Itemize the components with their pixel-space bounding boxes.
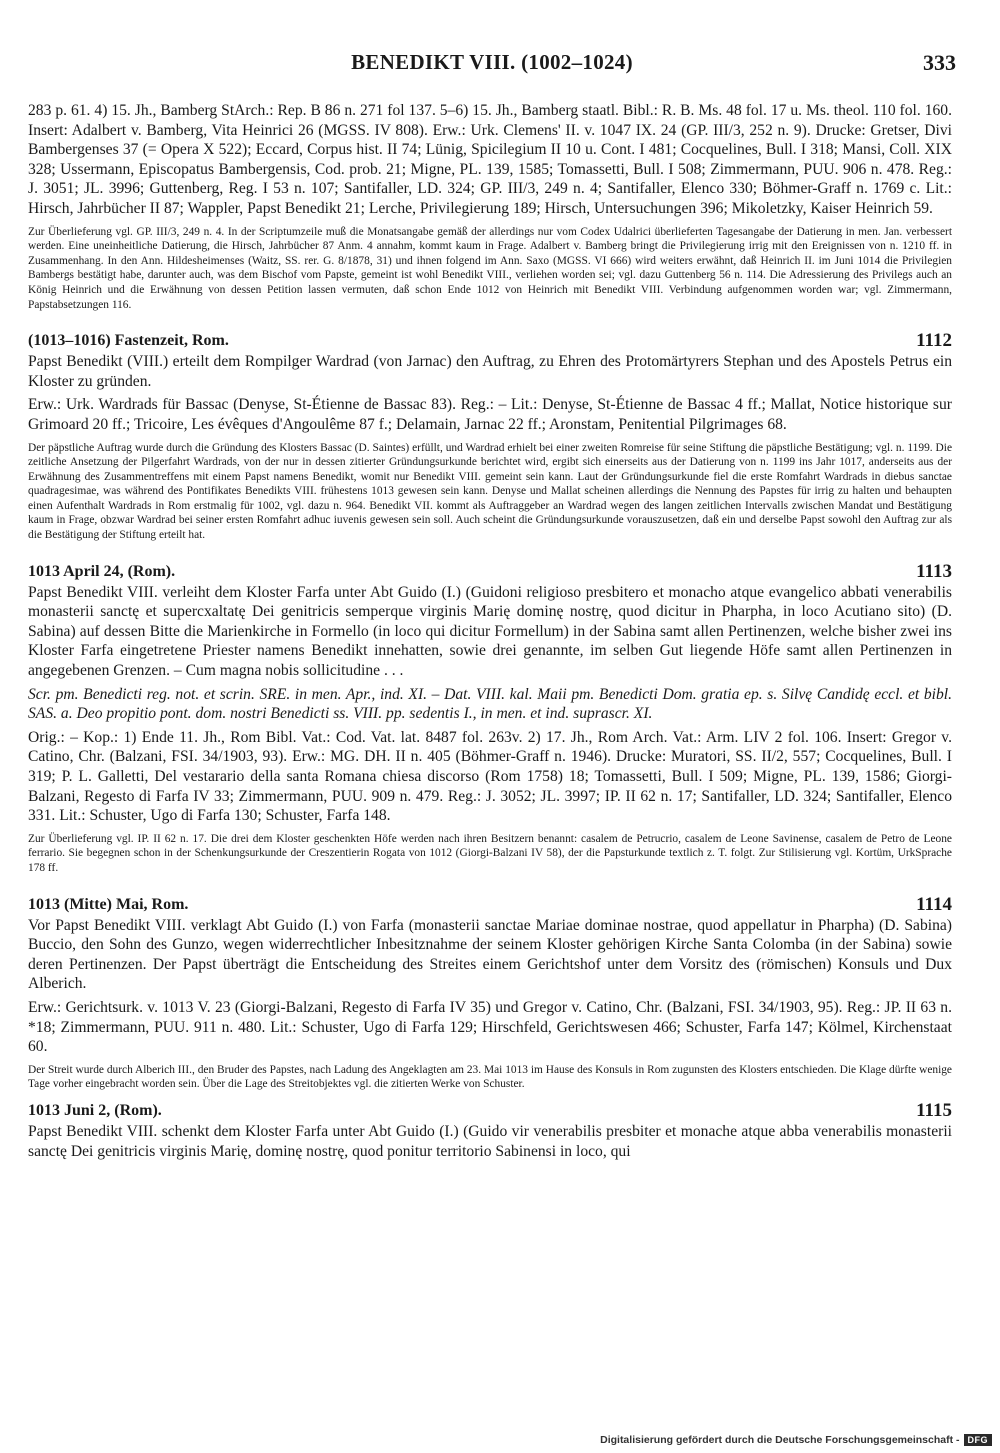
entry-references: Erw.: Gerichtsurk. v. 1013 V. 23 (Giorgi-Balzani, Regesto di Farfa IV 35) und Gregor v. Catino, Chr. (Balzani, FSI. 34/1903, 95). Reg.: JP. II 63 n. *18; Zimmermann, PUU. 911 n. 480. Lit.: Schuster, Ugo di Farfa 129; Hirschfeld, Gerichtswesen 466; Schuster, Farfa 147; Kölmel, Kirchenstaat 60. <box>28 998 952 1056</box>
running-header <box>28 50 956 84</box>
entry-scriptum: Scr. pm. Benedicti reg. not. et scrin. SRE. in men. Apr., ind. XI. – Dat. VIII. kal. Maii pm. Benedicti Dom. gratia ep. s. Silvę Candidę eccl. et bibl. SAS. a. Deo propitio pont. dom. nostri Benedicti ss. VIII. pp. sedentis I., in men. et ind. suprascr. XI. <box>28 685 952 723</box>
entry-header <box>28 330 952 352</box>
regest-entry-1114 <box>28 894 952 1092</box>
digitization-footer <box>575 1434 992 1450</box>
entry-number: 1115 <box>916 1099 952 1121</box>
regest-entry-1115 <box>28 1100 952 1161</box>
intro-note: Zur Überlieferung vgl. GP. III/3, 249 n. 4. In der Scriptumzeile muß die Monatsangabe gemäß der allerdings nur vom Codex Udalrici überlieferten Tagesangabe der Datierung in men. Jan. verbessert werden. Eine uneinheitliche Datierung, die Hirsch, Jahrbücher 87 Anm. 4 annahm, kommt kaum in Frage. Adalbert v. Bamberg bringt die Privilegierung irrig mit den Ereignissen von n. 1210 ff. in Zusammenhang. In den Ann. Hildesheimenses (Waitz, SS. rer. G. 8/1878, 31) und ihnen folgend im Ann. Saxo (MGSS. VI 666) wird weiters erwähnt, daß Heinrich II. im Juni 1014 die Privilegien Bambergs bestätigt habe, darunter auch, was dem Bischof vom Papste, gemeint ist wohl Benedikt VIII., verliehen worden sei; vgl. dazu Guttenberg 56 n. 114. Die Adressierung des Privilegs auch an König Heinrich und die Erwähnung von dessen Petition lassen vermuten, daß schon Ende 1012 von Heinrich mit Benedikt VIII. Verbindung aufgenommen worden war; vgl. Zimmermann, Papstabsetzungen 116. <box>28 225 952 311</box>
entry-references: Orig.: – Kop.: 1) Ende 11. Jh., Rom Bibl. Vat.: Cod. Vat. lat. 8487 fol. 263v. 2) 17. Jh., Rom Arch. Vat.: Arm. LIV 2 fol. 106. Insert: Gregor v. Catino, Chr. (Balzani, FSI. 34/1903, 93). Erw.: MG. DH. II n. 405 (Böhmer-Graff n. 1946). Drucke: Muratori, SS. II/2, 557; Cocquelines, Bull. I 319; P. L. Galletti, Del vestarario della santa Romana chiesa discorso (Rom 1758) 18; Tomassetti, Bull. I 509; Migne, PL. 139, 1586; Giorgi-Balzani, Regesto di Farfa IV 33; Zimmermann, PUU. 909 n. 479. Reg.: J. 3052; JL. 3997; IP. II 62 n. 17; Santifaller, LD. 324; Santifaller, Elenco 331. Lit.: Schuster, Ugo di Farfa 130; Schuster, Farfa 148. <box>28 728 952 825</box>
entry-number: 1113 <box>916 560 952 582</box>
regest-entry-1113 <box>28 561 952 876</box>
entry-summary: Vor Papst Benedikt VIII. verklagt Abt Guido (I.) von Farfa (monasterii sanctae Mariae dominae nostrae, quod appellatur in Pharpha) (D. Sabina) Buccio, den Sohn des Gunzo, wegen widerrechtlicher Inbesitznahme der seinem Kloster gehörigen Kirche Santa Colomba (in der Sabina) sowie deren Pertinenzen. Der Papst überträgt die Entscheidung des Streites einem Gerichtshof unter dem Vorsitz des (römischen) Konsuls und Dux Alberich. <box>28 916 952 993</box>
regest-entry-1112 <box>28 330 952 543</box>
entry-note: Der päpstliche Auftrag wurde durch die Gründung des Klosters Bassac (D. Saintes) erfüllt, und Wardrad erhielt bei einer zweiten Romreise für seine Stiftung die päpstliche Bestätigung; vgl. n. 1199. Die zeitliche Ansetzung der Pilgerfahrt Wardrads, von der nur in dessen zitierter Gründungsurkunde berichtet wird, ergibt sich einerseits aus der Datierung von n. 1199 ins Jahr 1017, anderseits aus der Erwähnung des Zusammentreffens mit einem Papst namens Benedikt, womit nur Benedikt VIII. gemeint sein kann. Laut der Gründungsurkunde fiel die erste Romfahrt Wardrads in diebus sanctae quadragesimae, was während des Pontifikates Benedikts VIII. frühestens 1013 gewesen sein kann. Denyse und Mallat scheinen allerdings die Nennung des Papstes für irrig zu halten und behaupten einen Aufenthalt Wardrads in Rom erstmalig für 1002, vgl. dazu n. 964. Benedikt VII. kommt als Auftraggeber an Wardrad wegen des langen zeitlichen Intervalls zwischen Mandat und Bestätigung kaum in Frage, obzwar Wardrad bei seiner ersten Romfahrt adhuc iuvenis gewesen sein soll. Auch scheint die Gründungsurkunde vorauszusetzen, daß ein und derselbe Papst sowohl den Auftrag zur als die Bestätigung der Stiftung erteilt hat. <box>28 441 952 542</box>
page-title: BENEDIKT VIII. (1002–1024) <box>351 50 633 74</box>
entry-header <box>28 561 952 583</box>
intro-references: 283 p. 61. 4) 15. Jh., Bamberg StArch.: Rep. B 86 n. 271 fol 137. 5–6) 15. Jh., Bamberg staatl. Bibl.: R. B. Ms. 48 fol. 17 u. Ms. theol. 110 fol. 160. Insert: Adalbert v. Bamberg, Vita Heinrici 26 (MGSS. IV 808). Erw.: Urk. Clemens' II. v. 1047 IX. 24 (GP. III/3, 252 n. 9). Drucke: Gretser, Divi Bambergenses 37 (= Opera X 522); Eccard, Corpus hist. II 74; Lünig, Spicilegium II 10 u. Cont. I 481; Cocquelines, Bull. I 318; Mansi, Coll. XIX 328; Ussermann, Episcopatus Bambergensis, Cod. prob. 21; Migne, PL. 139, 1585; Tomassetti, Bull. I 508; Zimmermann, PUU. 906 n. 478. Reg.: J. 3051; JL. 3996; Guttenberg, Reg. I 53 n. 107; Santifaller, LD. 324; GP. III/3, 249 n. 4; Santifaller, Elenco 330; Böhmer-Graff n. 1769 c. Lit.: Hirsch, Jahrbücher II 87; Wappler, Papst Benedikt 21; Lerche, Privilegierung 189; Hirsch, Untersuchungen 396; Mikoletzky, Kaiser Heinrich 59. <box>28 102 952 217</box>
entry-number: 1112 <box>916 330 952 352</box>
footer-text: Digitalisierung gefördert durch die Deutsche Forschungsgemeinschaft - <box>600 1434 960 1446</box>
entry-note: Zur Überlieferung vgl. IP. II 62 n. 17. Die drei dem Kloster geschenkten Höfe werden nach ihren Besitzern benannt: casalem de Petrucrio, casalem de Leone Savinense, casalem de Petro de Leone ferrario. Sie begegnen schon in der Schenkungsurkunde der Creszentierin Rogata von 1012 (Giorgi-Balzani IV 58), der die Papsturkunde textlich z. T. folgt. Zur Stilisierung vgl. Kortüm, UrkSprache 178 ff. <box>28 832 952 874</box>
entry-date: 1013 (Mitte) Mai, Rom. <box>28 895 189 913</box>
entry-summary: Papst Benedikt VIII. schenkt dem Kloster Farfa unter Abt Guido (I.) (Guido vir venerabilis presbiter et monache atque abba venerabilis monasterii sanctę Dei genitricis virginis Marię, dominę nostrę, quod ponitur territorio Sabinensi in loco, qui <box>28 1122 952 1160</box>
dfg-logo: DFG <box>964 1434 993 1446</box>
entry-summary: Papst Benedikt (VIII.) erteilt dem Rompilger Wardrad (von Jarnac) den Auftrag, zu Ehren des Protomärtyrers Stephan und des Apostels Petrus ein Kloster zu gründen. <box>28 353 952 390</box>
entry-header <box>28 1100 952 1122</box>
entry-references: Erw.: Urk. Wardrads für Bassac (Denyse, St-Étienne de Bassac 83). Reg.: – Lit.: Denyse, St-Étienne de Bassac 4 ff.; Mallat, Notice historique sur Grimoard 20 ff.; Tricoire, Les évêques d'Angoulême 87 f.; Delamain, Jarnac 22 ff.; Aronstam, Penitential Pilgrimages 68. <box>28 396 952 433</box>
entry-date: 1013 April 24, (Rom). <box>28 562 176 580</box>
entry-note: Der Streit wurde durch Alberich III., den Bruder des Papstes, nach Ladung des Angeklagten am 23. Mai 1013 im Hause des Konsuls in Rom zugunsten des Klosters entschieden. Die Klage dürfte wenige Tage vorher eingebracht worden sein. Über die Lage des Streitobjektes vgl. die zitierten Werke von Schuster. <box>28 1063 952 1091</box>
entry-number: 1114 <box>916 893 952 915</box>
entry-summary: Papst Benedikt VIII. verleiht dem Kloster Farfa unter Abt Guido (I.) (Guidoni religioso presbitero et monacho atque evangelico abbati venerabilis monasterii sanctę et supercxaltatę Dei genitricis semperque virginis Marię dominę nostrę, quod dicitur in Pharpha, in loco Acutiano sito) (D. Sabina) auf dessen Bitte die Marienkirche in Formello (in loco qui dicitur Formellum) in der Sabina samt allen Pertinenzen, welche bisher zwei ins Kloster Farfa eingetretene Priester namens Benedikt innehatten, sowie drei genannte, im selben Gut liegende Höfe samt allen Pertinenzen in angegebenen Grenzen. – Cum magna nobis sollicitudine . . . <box>28 583 952 680</box>
entry-date: (1013–1016) Fastenzeit, Rom. <box>28 332 229 350</box>
page-number: 333 <box>923 50 956 75</box>
entry-date: 1013 Juni 2, (Rom). <box>28 1101 162 1119</box>
entry-header <box>28 894 952 916</box>
main-content <box>28 101 952 1161</box>
